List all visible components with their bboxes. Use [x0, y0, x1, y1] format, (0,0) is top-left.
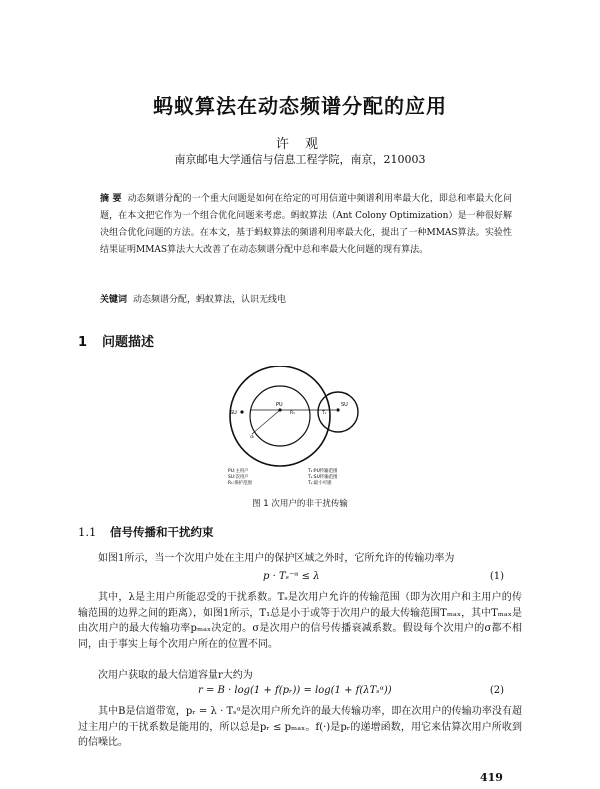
- affiliation: 南京邮电大学通信与信息工程学院，南京，210003: [174, 153, 426, 166]
- subsection-title: 信号传播和干扰约束: [110, 525, 214, 539]
- legend-left-1: PU:主用户: [228, 469, 249, 474]
- paragraph-1: 如图1所示，当一个次用户处在主用户的保护区域之外时，它所允许的传输功率为: [98, 553, 455, 564]
- paper-title: 蚂蚁算法在动态频谱分配的应用: [153, 94, 447, 118]
- legend-right-2: Tₛ:SU传输范围: [308, 475, 338, 480]
- su-left-label: SU: [230, 410, 237, 416]
- su-left-dot: [240, 410, 243, 413]
- legend-left: [228, 467, 252, 486]
- pu-label: PU: [276, 402, 283, 408]
- section-heading: [78, 331, 154, 350]
- su-right-dot: [336, 408, 339, 411]
- abstract-text: 动态频谱分配的一个重大问题是如何在给定的可用信道中频谱利用率最大化，即总和率最大化问题，在本文把它作为一个组合优化问题来考虑。蚂蚁算法（Ant Colony Optimization）是一种很好解决组合优化问题的方法。在本文，基于蚂蚁算法的频谱利用率最大化，提出了一种MMAS算法。实验性结果证明MMAS算法大大改善了在动态频谱分配中总和率最大化问题的现有算法。: [100, 194, 512, 255]
- abstract-label: 摘 要: [100, 194, 122, 204]
- equation-1-number: (1): [489, 571, 504, 582]
- paragraph-4: 其中B是信道带宽，pᵣ = λ · Tₛᵅ是次用户所允许的最大传输功率，即在次用户的传输功率没有超过主用户的干扰系数是能用的，所以总是pᵣ ≤ pₘₐₓ。f(·)是pᵣ的递增函数，用它来估算次用户所收到的信噪比。: [78, 706, 522, 749]
- paragraph-2: 其中，λ是主用户所能忍受的干扰系数。Tₛ是次用户允许的传输范围（即为次用户和主用户的传输范围的边界之间的距离），如图1所示，T₁总是小于或等于次用户的最大传输范围Tₘₐₓ，其中Tₘₐₓ是由次用户的最大传输功率pₘₐₓ决定的。σ是次用户的信号传播衰减系数。假设每个次用户的σ都不相同，由于事实上每个次用户所在的位置不同。: [78, 592, 522, 650]
- pu-outer-circle: [230, 366, 330, 466]
- equation-2: [78, 685, 522, 701]
- abstract: [100, 191, 512, 259]
- equation-2-number: (2): [489, 685, 504, 696]
- equation-1-body: p · Tₛ⁻ᵅ ≤ λ: [263, 571, 320, 582]
- keywords: [100, 292, 512, 305]
- legend-right: [307, 467, 338, 486]
- dl-label: dₗ: [250, 435, 254, 440]
- rs-label: Tₛ: [322, 411, 327, 416]
- legend-left-3: R₁:保护范围: [228, 481, 252, 486]
- subsection-heading: [78, 524, 214, 540]
- paragraph-3: 次用户获取的最大信道容量r大约为: [98, 670, 253, 681]
- legend-left-2: SU:次用户: [228, 475, 249, 480]
- legend-right-1: T₁:PU传输范围: [308, 469, 338, 474]
- section-number: 1: [78, 335, 88, 350]
- keywords-text: 动态频谱分配，蚂蚁算法，认识无线电: [133, 295, 287, 305]
- su-right-label: SU: [341, 402, 348, 408]
- subsection-number: 1.1: [78, 525, 97, 539]
- radius-line: [252, 410, 280, 434]
- author: 许 观: [275, 137, 325, 152]
- pu-inner-circle: [250, 386, 310, 446]
- figure-1-diagram: [200, 366, 400, 490]
- equation-2-body: r = B · log(1 + f(pᵣ)) = log(1 + f(λTₛᵅ)): [198, 685, 392, 696]
- equation-1: [78, 571, 522, 587]
- legend-right-3: Tₛ:最小可感: [308, 481, 332, 486]
- page-number: 419: [480, 771, 503, 784]
- section-title: 问题描述: [102, 335, 155, 350]
- figure-caption: 图 1 次用户的非干扰传输: [252, 499, 348, 509]
- pu-dot: [278, 408, 281, 411]
- r1-label: R₁: [290, 411, 295, 416]
- keywords-label: 关键词: [100, 295, 128, 305]
